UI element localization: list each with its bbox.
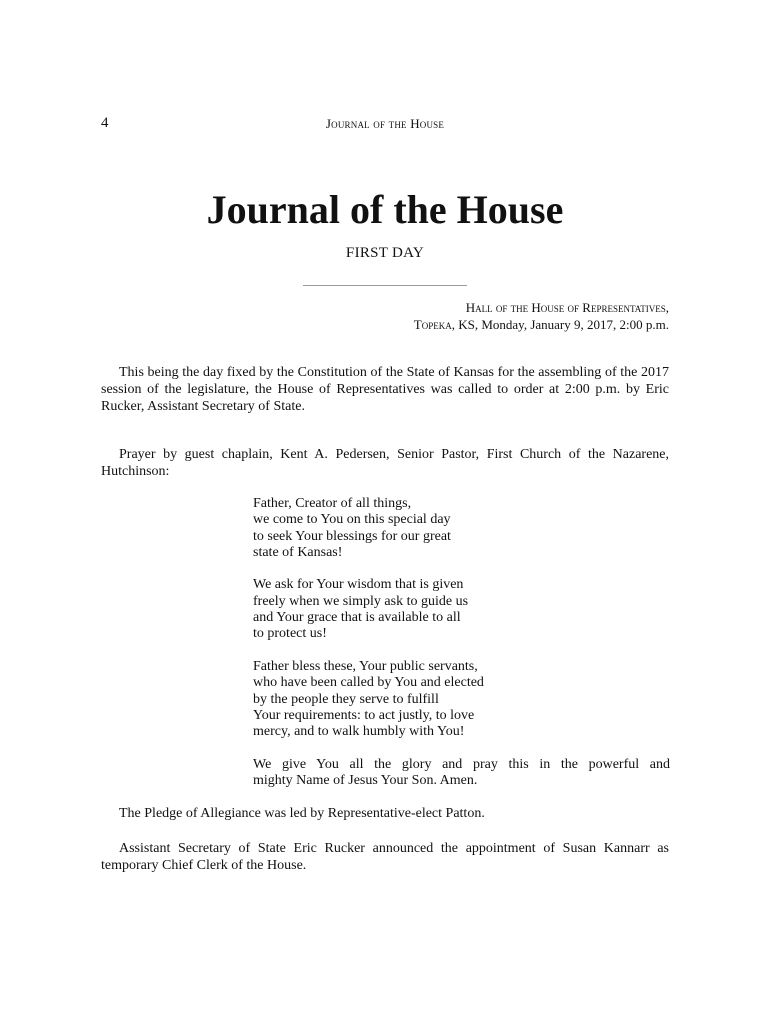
page-title: Journal of the House xyxy=(206,187,564,232)
dateline-datetime: , KS, Monday, January 9, 2017, 2:00 p.m. xyxy=(451,317,669,332)
title-divider xyxy=(303,285,467,286)
prayer-line: to seek Your blessings for our great xyxy=(253,528,451,544)
prayer-line: Your requirements: to act justly, to love xyxy=(253,707,475,723)
dateline-city: Topeka xyxy=(413,317,452,332)
prayer-line: we come to You on this special day xyxy=(253,512,451,528)
prayer-stanza xyxy=(253,659,670,740)
prayer-line: We give You all the glory and pray this in the powerful and xyxy=(253,756,670,772)
prayer-stanza xyxy=(253,757,670,790)
dateline xyxy=(414,299,669,333)
prayer-line: Father, Creator of all things, xyxy=(253,496,412,511)
prayer-line: mighty Name of Jesus Your Son. Amen. xyxy=(253,773,478,789)
prayer-line: Father bless these, Your public servants, xyxy=(253,658,478,674)
prayer-stanza xyxy=(253,577,670,642)
prayer-line: to protect us! xyxy=(253,626,327,642)
day-subtitle: FIRST DAY xyxy=(345,245,425,261)
prayer-line: freely when we simply ask to guide us xyxy=(253,593,469,609)
prayer-line: and Your grace that is available to all xyxy=(253,610,461,626)
prayer-line: We ask for Your wisdom that is given xyxy=(253,577,464,593)
announcement-paragraph: Assistant Secretary of State Eric Rucker announced the appointment of Susan Kannarr as temporary Chief Clerk of the House. xyxy=(101,841,669,873)
prayer-text xyxy=(253,496,670,789)
page-number: 4 xyxy=(101,115,109,131)
dateline-date xyxy=(414,316,669,333)
pledge-paragraph: The Pledge of Allegiance was led by Representative-elect Patton. xyxy=(119,806,485,821)
prayer-line: mercy, and to walk humbly with You! xyxy=(253,724,465,740)
opening-paragraph: This being the day fixed by the Constitution of the State of Kansas for the assembling of the 2017 session of the legislature, the House of Representatives was called to order at 2:00 p.m. by Eric Rucker, Assistant Secretary of State. xyxy=(101,365,669,414)
prayer-line: state of Kansas! xyxy=(253,544,343,560)
prayer-line: by the people they serve to fulfill xyxy=(253,691,439,707)
prayer-intro-paragraph: Prayer by guest chaplain, Kent A. Pedersen, Senior Pastor, First Church of the Nazarene, Hutchinson: xyxy=(101,447,669,479)
prayer-stanza xyxy=(253,496,670,561)
prayer-line: who have been called by You and elected xyxy=(253,675,484,691)
dateline-location: Hall of the House of Representatives, xyxy=(465,300,669,315)
running-head: Journal of the House xyxy=(325,116,445,131)
